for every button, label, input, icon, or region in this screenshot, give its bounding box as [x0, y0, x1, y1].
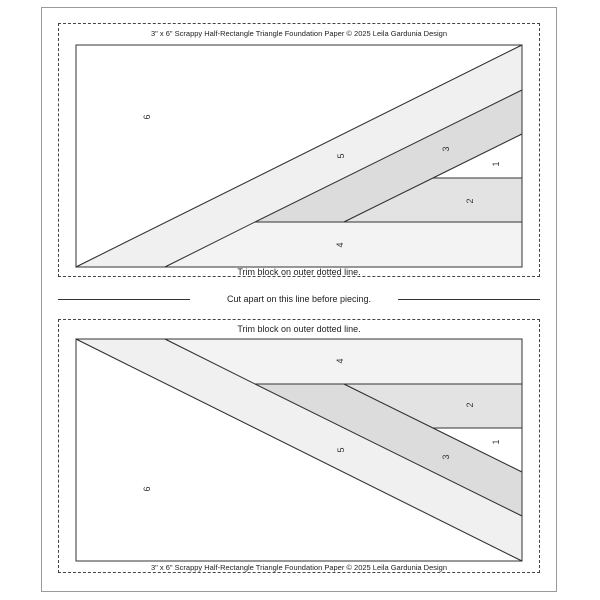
cut-apart-line — [58, 292, 540, 306]
piece-label-5: 5 — [336, 447, 346, 453]
bottom-foundation-block — [58, 319, 540, 573]
top-foundation-block — [58, 23, 540, 277]
piece-label-6: 6 — [142, 486, 152, 492]
piece-label-2: 2 — [465, 402, 475, 408]
piece-label-2: 2 — [465, 198, 475, 204]
bottom-block-caption: 3" x 6" Scrappy Half-Rectangle Triangle Foundation Paper © 2025 Leila Gardunia Design — [150, 563, 448, 572]
cut-note: Cut apart on this line before piecing. — [226, 294, 372, 304]
top-trim-note: Trim block on outer dotted line. — [237, 267, 361, 277]
top-block-pattern — [76, 45, 522, 267]
top-block-caption: 3" x 6" Scrappy Half-Rectangle Triangle Foundation Paper © 2025 Leila Gardunia Design — [150, 29, 448, 38]
piece-label-3: 3 — [441, 454, 451, 460]
cut-rule-right — [398, 299, 540, 300]
piece-label-4: 4 — [335, 242, 345, 248]
piece-label-3: 3 — [441, 146, 451, 152]
piece-label-6: 6 — [142, 114, 152, 120]
piece-label-5: 5 — [336, 153, 346, 159]
bottom-trim-note: Trim block on outer dotted line. — [237, 324, 361, 334]
bottom-block-pattern — [76, 339, 522, 561]
piece-label-1: 1 — [491, 161, 501, 167]
piece-label-4: 4 — [335, 358, 345, 364]
piece-label-1: 1 — [491, 439, 501, 445]
